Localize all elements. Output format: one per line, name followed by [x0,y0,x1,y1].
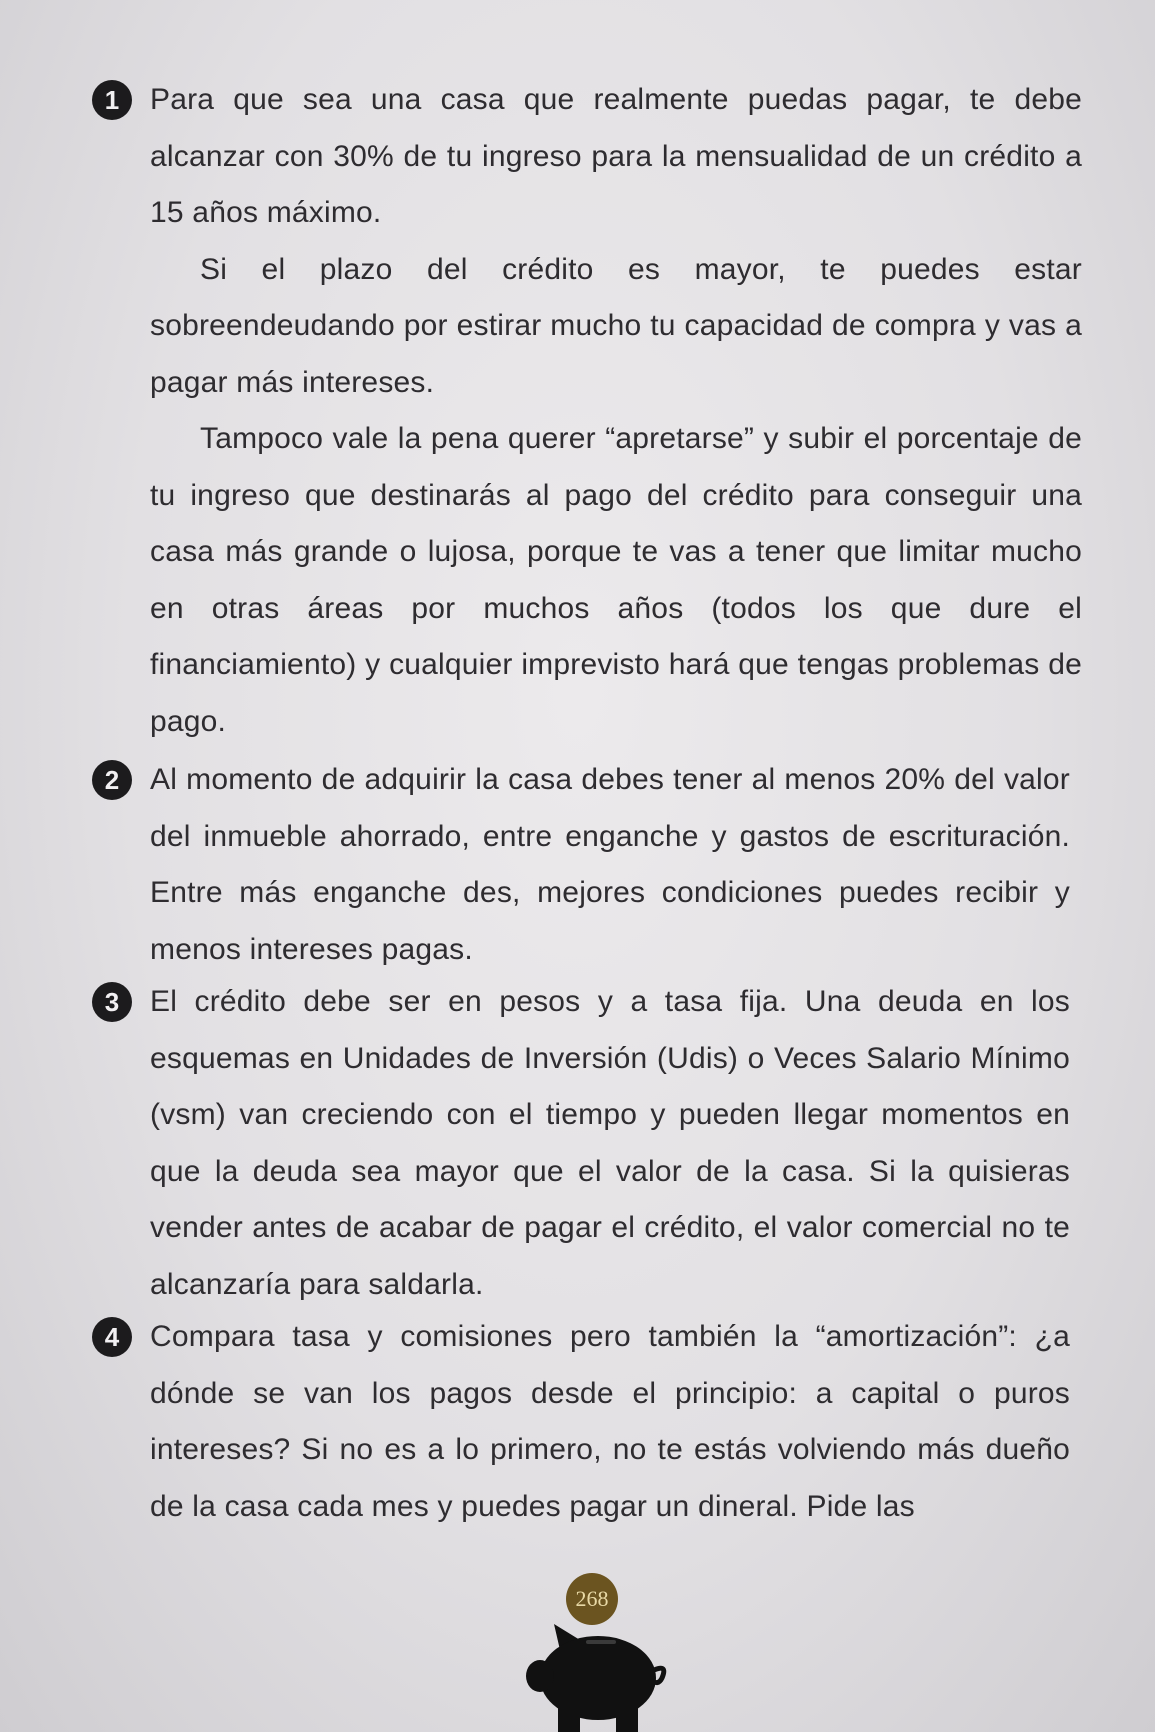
item-text [150,72,1082,750]
numbered-item-4 [92,1309,1082,1535]
number-badge: 4 [92,1317,132,1357]
numbered-item-1 [92,72,1082,750]
piggy-bank-icon [520,1620,670,1732]
item-text [150,752,1070,978]
paragraph: Compara tasa y comisiones pero también la “amortización”: ¿a dónde se van los pagos desde el principio: a capital o puros intereses? Si no es a lo primero, no te estás volviendo más dueño de la casa cada mes y puedes pagar un dineral. Pide las [150,1320,1070,1523]
paragraph: Si el plazo del crédito es mayor, te puedes estar sobreendeudando por estirar mucho tu capacidad de compra y vas a pagar más intereses. [150,252,1082,399]
numbered-item-2 [92,752,1082,978]
item-text [150,1309,1070,1535]
page-number: 268 [566,1573,618,1625]
number-badge: 1 [92,80,132,120]
numbered-item-3 [92,974,1082,1313]
number-badge: 3 [92,982,132,1022]
paragraph: El crédito debe ser en pesos y a tasa fija. Una deuda en los esquemas en Unidades de Inversión (Udis) o Veces Salario Mínimo (vsm) van creciendo con el tiempo y pueden llegar momentos en que la deuda sea mayor que el valor de la casa. Si la quisieras vender antes de acabar de pagar el crédito, el valor comercial no te alcanzaría para saldarla. [150,985,1070,1301]
paragraph: Para que sea una casa que realmente puedas pagar, te debe alcanzar con 30% de tu ingreso para la mensualidad de un crédito a 15 años máximo. [150,83,1082,229]
number-badge: 2 [92,760,132,800]
item-text [150,974,1070,1313]
paragraph: Tampoco vale la pena querer “apretarse” y subir el porcentaje de tu ingreso que destinarás al pago del crédito para conseguir una casa más grande o lujosa, porque te vas a tener que limitar mucho en otras áreas por muchos años (todos los que dure el financiamiento) y cualquier imprevisto hará que tengas problemas de pago. [150,422,1082,738]
paragraph: Al momento de adquirir la casa debes tener al menos 20% del valor del inmueble ahorrado, entre enganche y gastos de escrituración. Entre más enganche des, mejores condiciones puedes recibir y menos intereses pagas. [150,763,1070,966]
